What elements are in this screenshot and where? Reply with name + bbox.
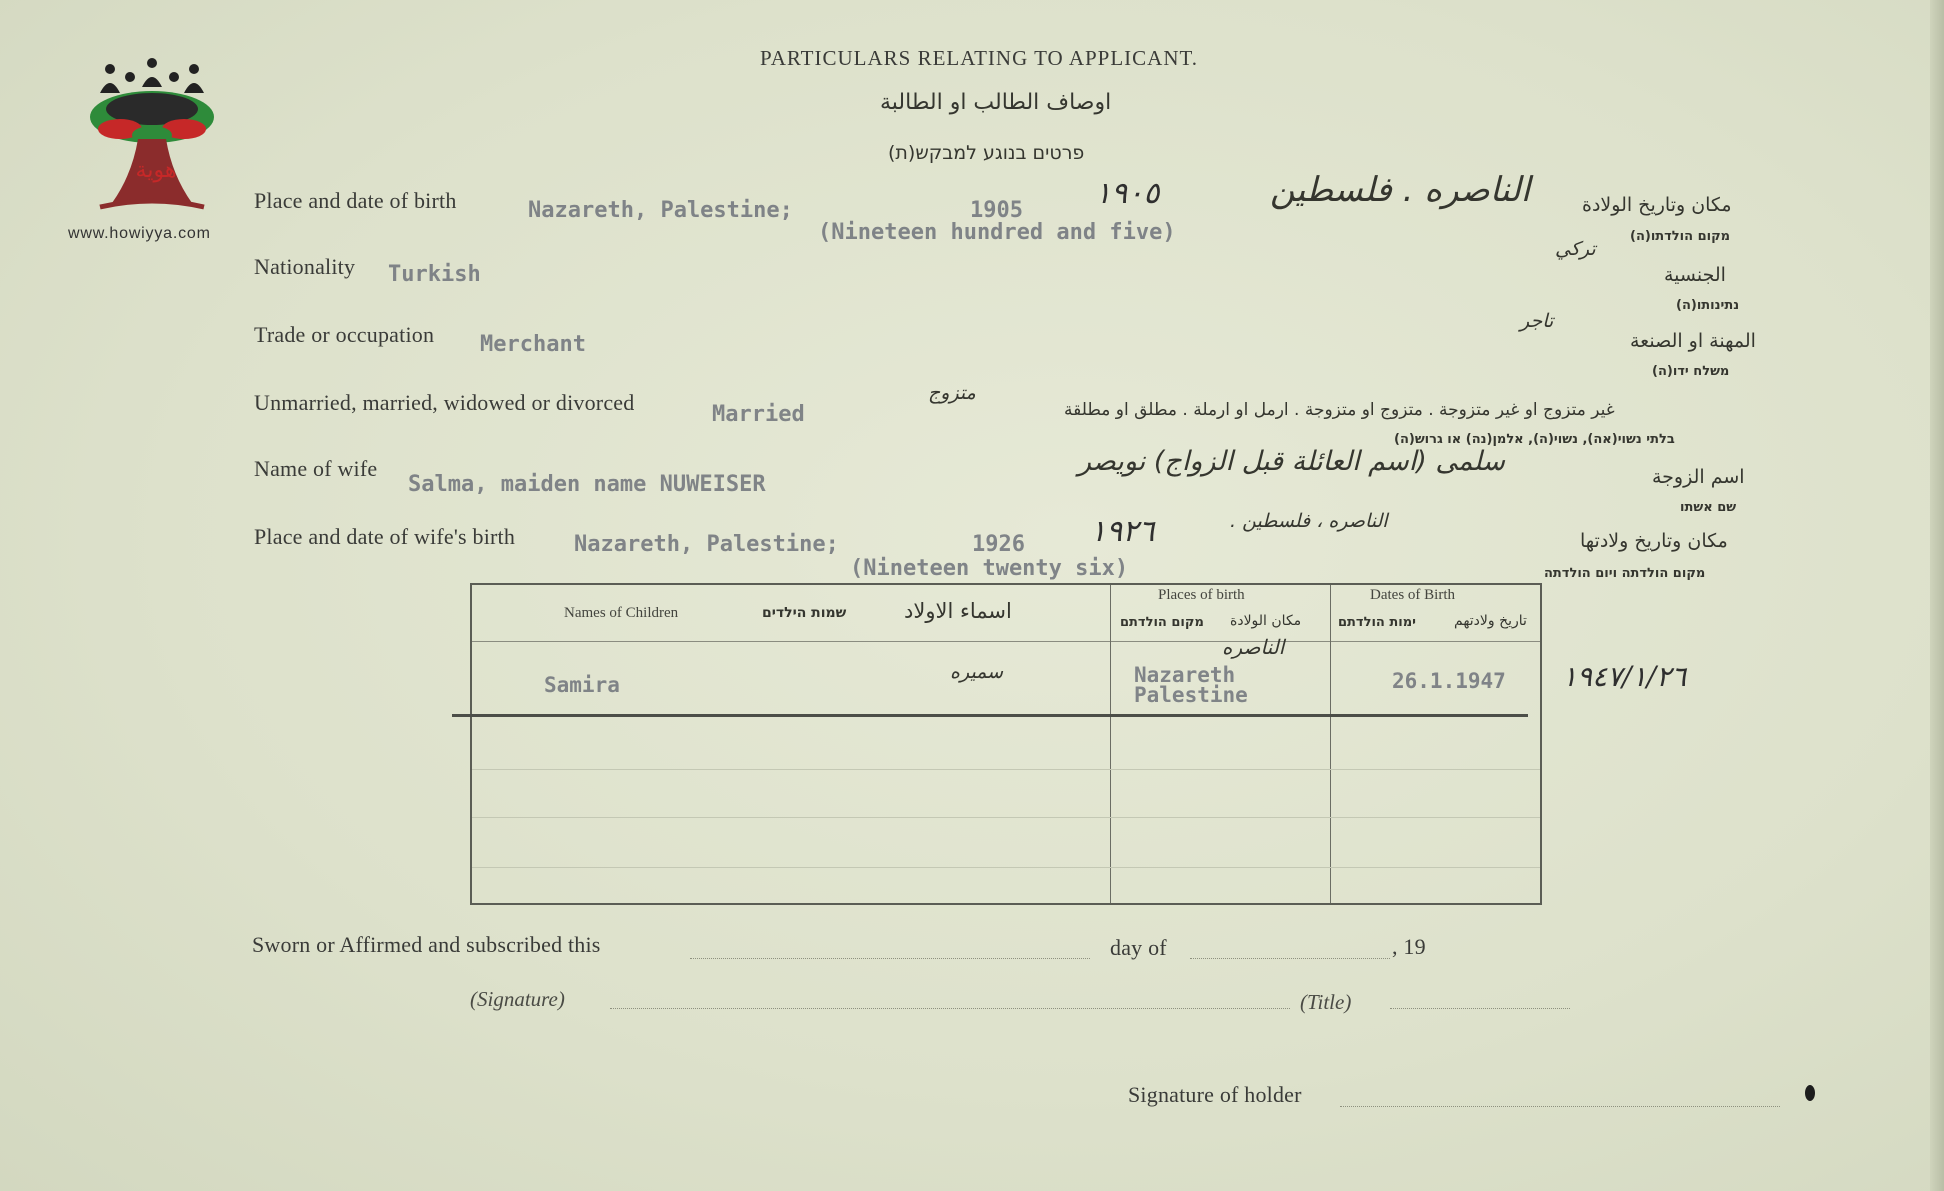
year-prefix: , 19 xyxy=(1392,934,1426,959)
wife-birth-typed-year: 1926 xyxy=(972,532,1025,557)
title-blank xyxy=(1390,1008,1570,1009)
table-header-divider xyxy=(472,641,1540,642)
marital-label-he: בלתי נשוי(אה), נשוי(ה), אלמן(נה) או גרוש(ה) xyxy=(1394,432,1675,447)
col-names-en: Names of Children xyxy=(564,605,679,621)
sworn-label: Sworn or Affirmed and subscribed this xyxy=(252,932,601,957)
occupation-label: Trade or occupation xyxy=(254,322,435,347)
paper-edge xyxy=(1930,0,1944,1191)
holder-signature-blank xyxy=(1340,1106,1780,1107)
marital-label-ar: غير متزوج او غير متزوجة . متزوج او متزوجة . ارمل او ارملة . مطلق او مطلقة xyxy=(1064,400,1615,420)
birth-label-ar: مكان وتاريخ الولادة xyxy=(1582,194,1732,216)
nationality-label-he: נתינותו(ה) xyxy=(1676,298,1740,313)
col-place-he: מקום הולדתם xyxy=(1120,615,1204,630)
signature-label: (Signature) xyxy=(470,987,565,1011)
occupation-label-ar: المهنة او الصنعة xyxy=(1630,330,1756,352)
birth-label: Place and date of birth xyxy=(254,188,457,213)
wife-name-label-ar: اسم الزوجة xyxy=(1652,466,1745,488)
marital-hand-ar: متزوج xyxy=(928,382,976,404)
howiyya-logo xyxy=(60,55,250,255)
birth-label-he: מקום הולדתו(ה) xyxy=(1630,229,1731,244)
nationality-label: Nationality xyxy=(254,254,356,279)
tree-logo-icon xyxy=(60,55,230,220)
child-name-typed: Samira xyxy=(544,673,620,697)
col-place-en: Places of birth xyxy=(1158,587,1245,603)
header-title-ar: اوصاف الطالب او الطالبة xyxy=(880,90,1112,115)
col-names-he: שמות הילדים xyxy=(762,605,847,621)
table-col-divider-1 xyxy=(1110,585,1111,903)
wife-birth-typed-words: (Nineteen twenty six) xyxy=(850,556,1129,581)
wife-birth-typed-place: Nazareth, Palestine; xyxy=(574,532,839,557)
nationality-hand-ar: تركي xyxy=(1555,238,1596,260)
child-date-typed: 26.1.1947 xyxy=(1392,669,1506,693)
child-place-hand: الناصره xyxy=(1222,635,1285,659)
wife-name-typed: Salma, maiden name NUWEISER xyxy=(408,472,766,497)
wife-birth-label-he: מקום הולדתה ויום הולדתה xyxy=(1544,566,1706,581)
header-title-he: פרטים בנוגע למבקש(ת) xyxy=(888,142,1085,164)
day-of-label: day of xyxy=(1110,935,1167,960)
child-place-typed: Nazareth Palestine xyxy=(1134,663,1248,707)
col-dates-en: Dates of Birth xyxy=(1370,587,1455,603)
nationality-typed: Turkish xyxy=(388,262,481,287)
header-title-en: PARTICULARS RELATING TO APPLICANT. xyxy=(760,46,1199,70)
marital-typed: Married xyxy=(712,402,805,427)
col-names-ar: اسماء الاولاد xyxy=(904,599,1012,623)
occupation-typed: Merchant xyxy=(480,332,586,357)
day-of-blank xyxy=(1190,958,1390,959)
occupation-label-he: משלח ידו(ה) xyxy=(1652,364,1730,379)
table-rule xyxy=(472,769,1540,770)
table-col-divider-2 xyxy=(1330,585,1331,903)
sworn-blank xyxy=(690,958,1090,959)
svg-text:هوية: هوية xyxy=(135,158,177,183)
nationality-label-ar: الجنسية xyxy=(1664,264,1726,286)
wife-birth-label: Place and date of wife's birth xyxy=(254,524,516,549)
birth-hand-ar: الناصره . فلسطين xyxy=(1270,170,1531,210)
ink-mark xyxy=(1805,1085,1815,1101)
holder-signature-label: Signature of holder xyxy=(1128,1082,1302,1107)
table-rule xyxy=(472,867,1540,868)
col-place-ar: مكان الولادة xyxy=(1230,613,1302,629)
wife-birth-hand-year: ١٩٢٦ xyxy=(1090,514,1155,549)
row-underline xyxy=(452,714,1528,717)
signature-blank xyxy=(610,1008,1290,1009)
wife-birth-label-ar: مكان وتاريخ ولادتها xyxy=(1580,530,1728,552)
children-table xyxy=(470,583,1542,905)
wife-name-label-he: שם אשתו xyxy=(1680,500,1737,515)
wife-name-label: Name of wife xyxy=(254,456,378,481)
wife-birth-hand-ar: الناصره ، فلسطين . xyxy=(1230,510,1388,532)
occupation-hand-ar: تاجر xyxy=(1520,310,1554,332)
col-dates-ar: تاريخ ولادتهم xyxy=(1454,613,1527,629)
child-date-hand: ١٩٤٧/١/٢٦ xyxy=(1562,660,1687,693)
birth-hand-year: ١٩٠٥ xyxy=(1095,176,1160,211)
birth-typed-year: 1905 xyxy=(970,198,1023,223)
table-rule xyxy=(472,817,1540,818)
wife-name-hand-ar: سلمى (اسم العائلة قبل الزواج) نويصر xyxy=(1078,446,1506,477)
child-name-hand: سميره xyxy=(950,661,1004,683)
birth-typed-place: Nazareth, Palestine; xyxy=(528,198,793,223)
marital-label: Unmarried, married, widowed or divorced xyxy=(254,390,635,415)
title-label: (Title) xyxy=(1300,990,1352,1014)
birth-typed-words: (Nineteen hundred and five) xyxy=(818,220,1176,245)
col-dates-he: ימות הולדתם xyxy=(1338,615,1416,630)
logo-url: www.howiyya.com xyxy=(68,225,211,242)
